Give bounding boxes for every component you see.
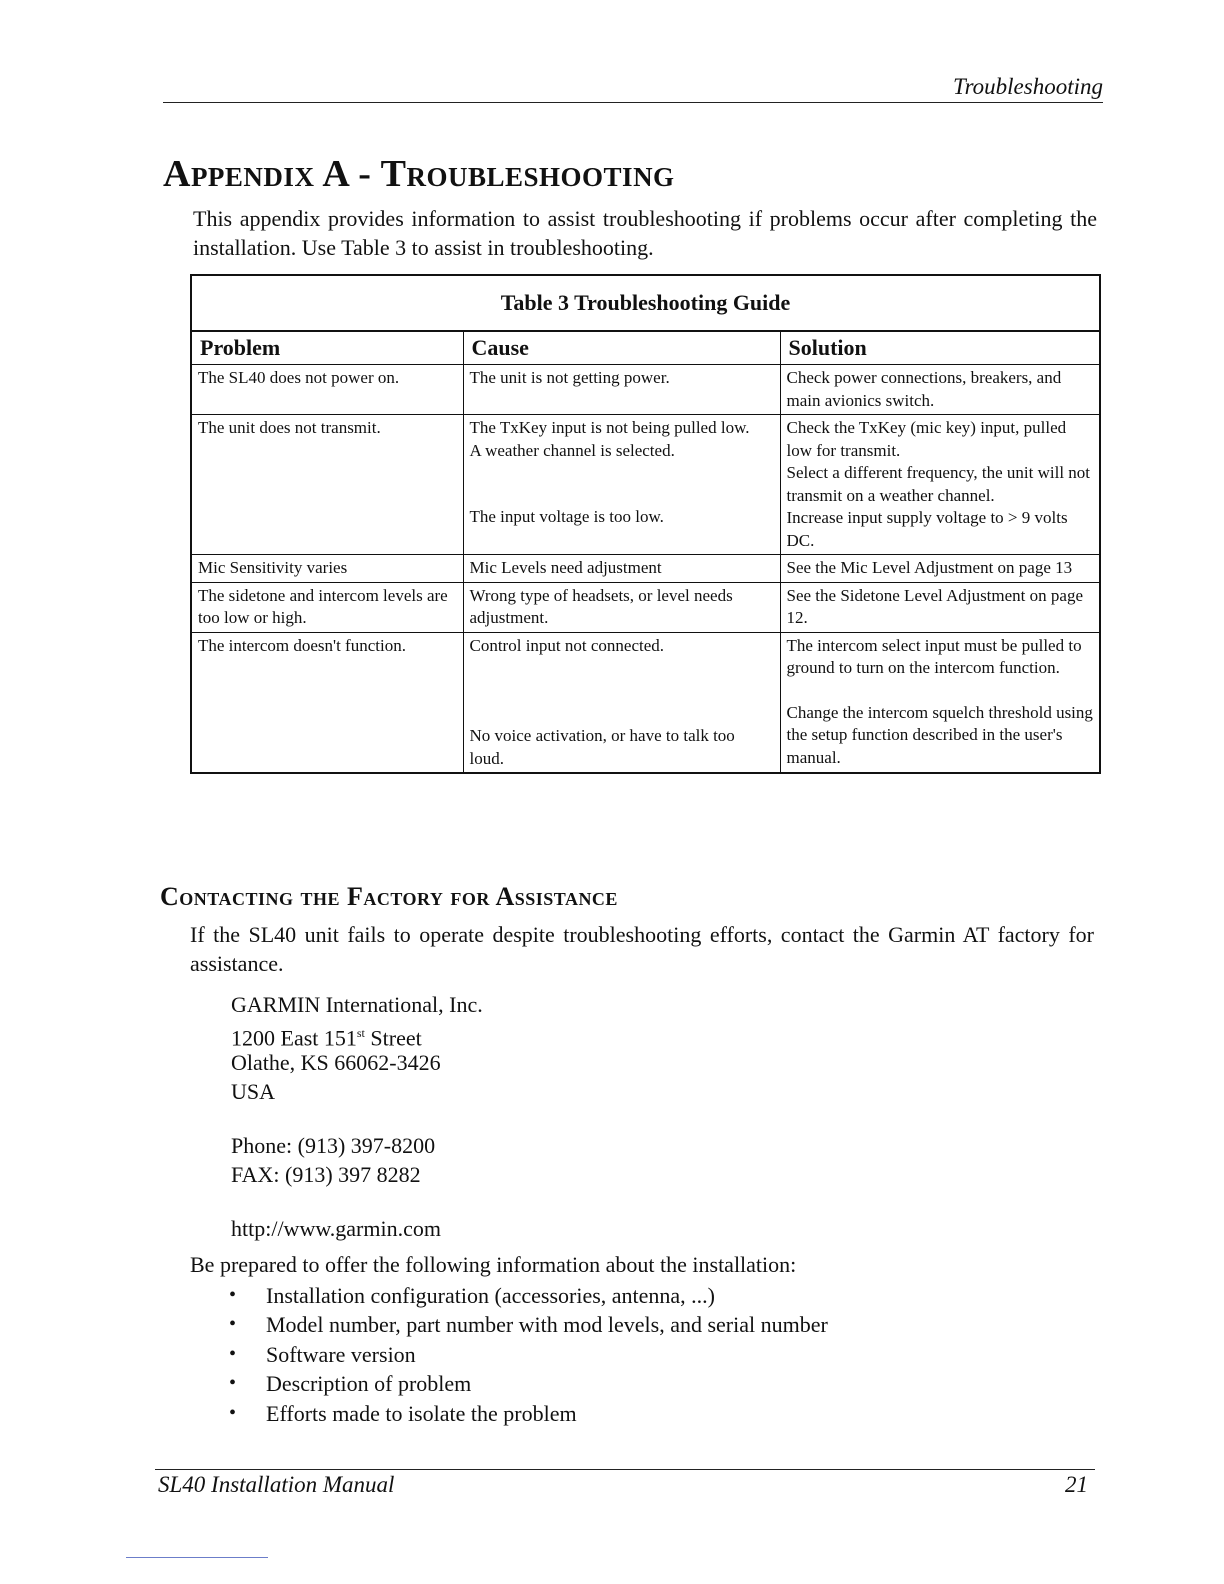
- bullet-icon: •: [229, 1284, 237, 1306]
- running-header: Troubleshooting: [163, 74, 1103, 103]
- cause-text: The TxKey input is not being pulled low.: [469, 418, 750, 437]
- list-item-text: Description of problem: [266, 1371, 472, 1397]
- footer-divider: [155, 1469, 1095, 1470]
- troubleshooting-table: [190, 274, 1101, 774]
- cause-text: A weather channel is selected.: [469, 440, 675, 460]
- info-checklist: [229, 1281, 828, 1428]
- list-item: [229, 1340, 828, 1369]
- intro-paragraph: This appendix provides information to assist troubleshooting if problems occur after completing the installation. Use Table 3 to assist in troubleshooting.: [193, 206, 1097, 260]
- cause-cell: [463, 415, 780, 555]
- fax-number: FAX: (913) 397 8282: [231, 1162, 421, 1187]
- cause-text: Control input not connected.: [469, 635, 665, 655]
- street-number: 1200 East 151: [231, 1025, 357, 1051]
- column-header-solution: Solution: [780, 331, 1100, 365]
- cause-cell: [463, 632, 780, 773]
- solution-cell: [780, 415, 1100, 555]
- contact-intro-paragraph: If the SL40 unit fails to operate despite troubleshooting efforts, contact the Garmin AT factory for assistance.: [190, 922, 1094, 976]
- factory-address: [231, 990, 483, 1243]
- bullet-icon: •: [229, 1313, 237, 1336]
- problem-cell: The intercom doesn't function.: [191, 632, 463, 773]
- solution-text: Change the intercom squelch threshold using the setup function described in the user's manual.: [786, 702, 1093, 767]
- list-item-text: Model number, part number with mod levels, and serial number: [266, 1312, 828, 1338]
- list-item-text: Efforts made to isolate the problem: [266, 1400, 577, 1426]
- page-number: 21: [1065, 1472, 1088, 1497]
- section-title-contact: Contacting the Factory for Assistance: [160, 882, 618, 911]
- cause-text: The input voltage is too low.: [469, 507, 664, 526]
- solution-text: Increase input supply voltage to > 9 volts DC.: [786, 508, 1068, 550]
- problem-cell: The sidetone and intercom levels are too low or high.: [191, 582, 463, 632]
- bullet-icon: •: [229, 1372, 237, 1395]
- list-item: [229, 1399, 828, 1428]
- street-name: Street: [364, 1025, 422, 1051]
- problem-cell: The unit does not transmit.: [191, 415, 463, 555]
- table-row: [191, 555, 1100, 583]
- column-header-problem: Problem: [191, 331, 463, 365]
- street-address: [231, 1019, 483, 1051]
- phone-number: Phone: (913) 397-8200: [231, 1133, 436, 1158]
- cause-cell: Mic Levels need adjustment: [463, 555, 780, 583]
- table-row: [191, 365, 1100, 415]
- table-header-row: [191, 331, 1100, 365]
- solution-text: Select a different frequency, the unit will not transmit on a weather channel.: [786, 463, 1091, 505]
- solution-cell: See the Sidetone Level Adjustment on page 12.: [780, 582, 1100, 632]
- list-item-text: Software version: [266, 1341, 416, 1367]
- table-row: [191, 415, 1100, 555]
- company-name: GARMIN International, Inc.: [231, 992, 483, 1017]
- problem-cell: Mic Sensitivity varies: [191, 555, 463, 583]
- table-caption: Table 3 Troubleshooting Guide: [191, 275, 1100, 331]
- bullet-icon: •: [229, 1401, 237, 1424]
- list-item: [229, 1281, 828, 1310]
- cause-text: No voice activation, or have to talk too loud.: [469, 726, 735, 768]
- table-row: [191, 632, 1100, 773]
- cause-cell: Wrong type of headsets, or level needs adjustment.: [463, 582, 780, 632]
- prepare-info-text: Be prepared to offer the following information about the installation:: [190, 1252, 797, 1277]
- column-header-cause: Cause: [463, 331, 780, 365]
- cause-cell: The unit is not getting power.: [463, 365, 780, 415]
- city-state-zip: Olathe, KS 66062-3426: [231, 1050, 441, 1075]
- problem-cell: The SL40 does not power on.: [191, 365, 463, 415]
- website-url: http://www.garmin.com: [231, 1216, 441, 1241]
- country: USA: [231, 1079, 276, 1104]
- solution-cell: Check power connections, breakers, and main avionics switch.: [780, 365, 1100, 415]
- table-row: [191, 582, 1100, 632]
- solution-text: The intercom select input must be pulled to ground to turn on the intercom function.: [786, 635, 1082, 677]
- list-item-text: Installation configuration (accessories, antenna, ...): [266, 1283, 716, 1308]
- solution-text: Check the TxKey (mic key) input, pulled low for transmit.: [786, 418, 1067, 460]
- solution-cell: See the Mic Level Adjustment on page 13: [780, 555, 1100, 583]
- solution-cell: [780, 632, 1100, 773]
- ordinal-suffix: st: [356, 1026, 365, 1040]
- page-title: Appendix A - Troubleshooting: [163, 153, 675, 195]
- footer-manual-title: SL40 Installation Manual: [158, 1472, 395, 1497]
- bullet-icon: •: [229, 1342, 237, 1365]
- list-item: [229, 1369, 828, 1398]
- list-item: [229, 1310, 828, 1339]
- scan-edge-line: [126, 1557, 268, 1558]
